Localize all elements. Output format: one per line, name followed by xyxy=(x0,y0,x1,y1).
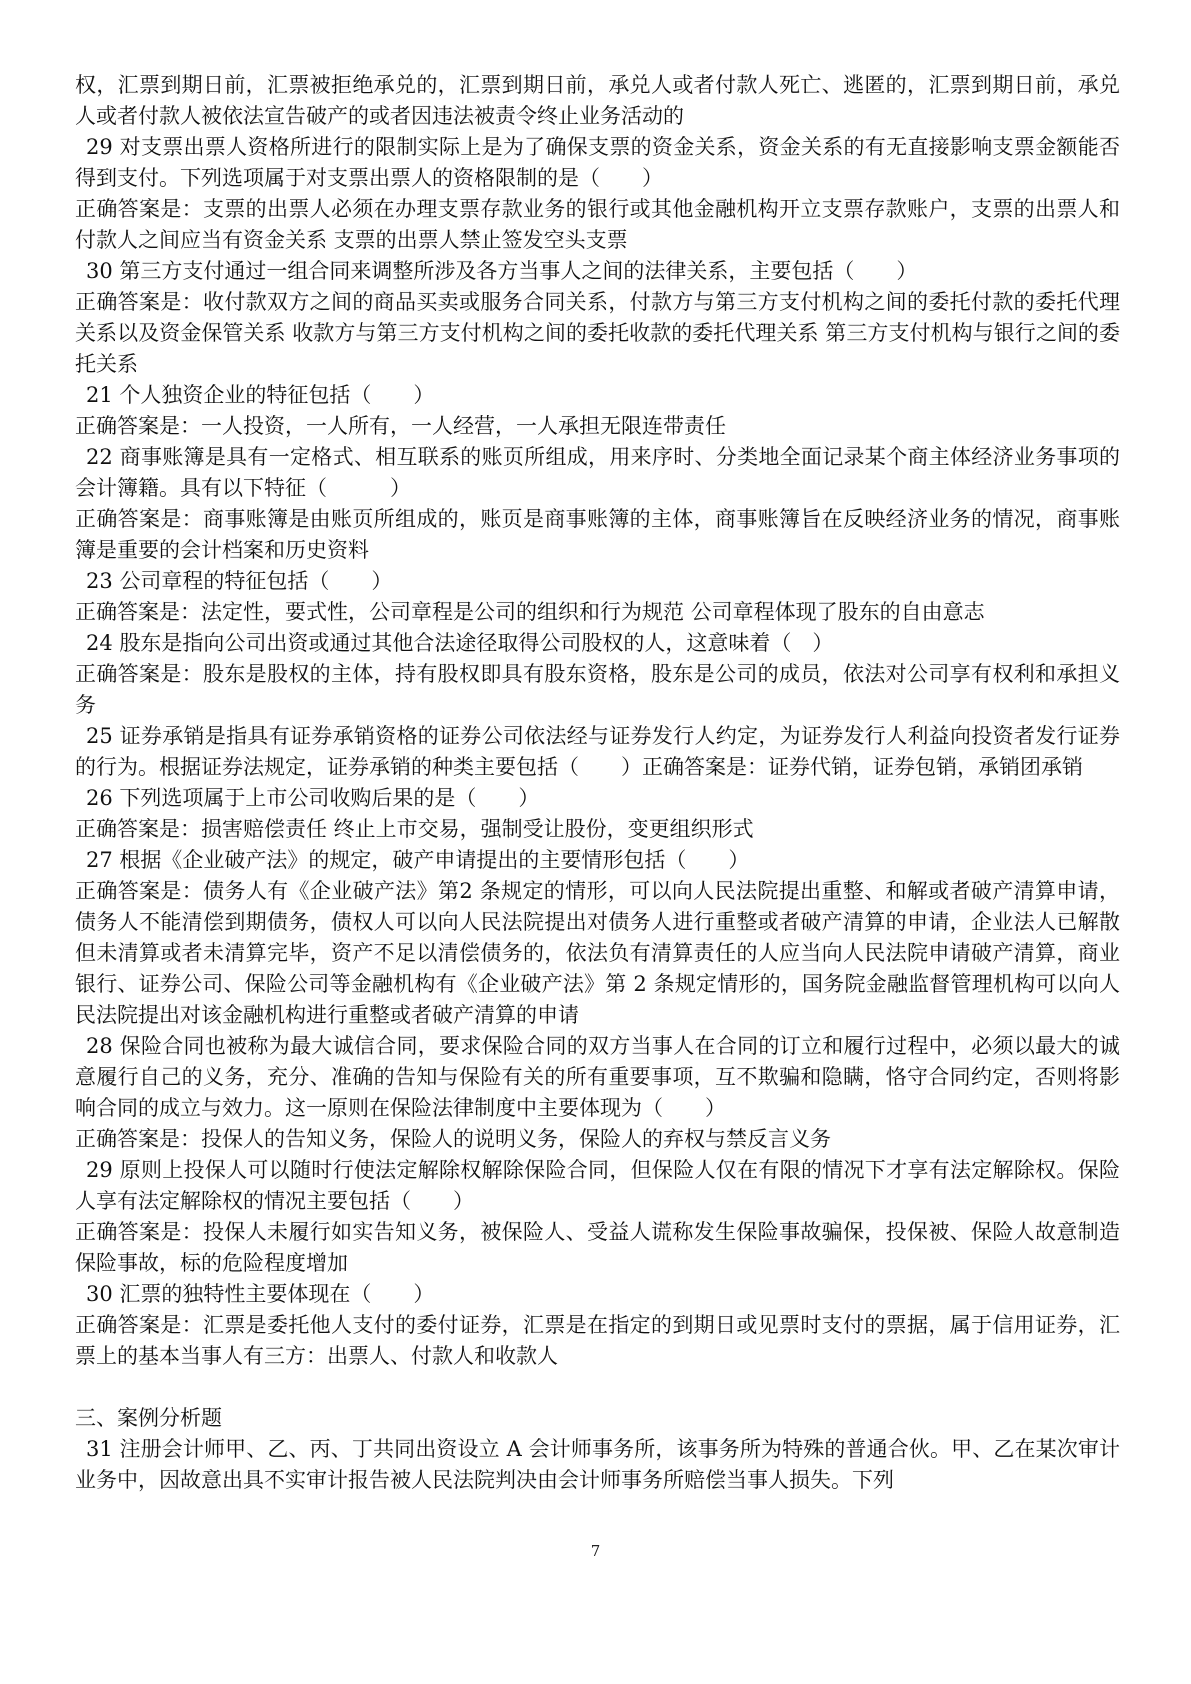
answer-29-cheque: 正确答案是：支票的出票人必须在办理支票存款业务的银行或其他金融机构开立支票存款账户，支票的出票人和付款人之间应当有资金关系 支票的出票人禁止签发空头支票 xyxy=(75,197,1120,252)
answer-30-bill: 正确答案是：汇票是委托他人支付的委付证券，汇票是在指定的到期日或见票时支付的票据，属于信用证券，汇票上的基本当事人有三方：出票人、付款人和收款人 xyxy=(75,1313,1120,1368)
answer-continuation: 权，汇票到期日前，汇票被拒绝承兑的，汇票到期日前，承兑人或者付款人死亡、逃匿的，汇票到期日前，承兑人或者付款人被依法宣告破产的或者因违法被责令终止业务活动的 xyxy=(75,73,1120,128)
question-30-bill: 30 汇票的独特性主要体现在（ ） xyxy=(86,1282,435,1306)
question-24: 24 股东是指向公司出资或通过其他合法途径取得公司股权的人，这意味着（ ） xyxy=(86,631,834,655)
question-21: 21 个人独资企业的特征包括（ ） xyxy=(86,383,435,407)
question-22: 22 商事账簿是具有一定格式、相互联系的账页所组成，用来序时、分类地全面记录某个商主体经济业务事项的会计簿籍。具有以下特征（ ） xyxy=(75,445,1120,500)
answer-26: 正确答案是：损害赔偿责任 终止上市交易，强制受让股份，变更组织形式 xyxy=(75,817,754,841)
question-28: 28 保险合同也被称为最大诚信合同，要求保险合同的双方当事人在合同的订立和履行过程中，必须以最大的诚意履行自己的义务，充分、准确的告知与保险有关的所有重要事项，互不欺骗和隐瞒，恪守合同约定，否则将影响合同的成立与效力。这一原则在保险法律制度中主要体现为（ ） xyxy=(75,1034,1120,1120)
answer-28: 正确答案是：投保人的告知义务，保险人的说明义务，保险人的弃权与禁反言义务 xyxy=(75,1127,831,1151)
question-30-third-party-payment: 30 第三方支付通过一组合同来调整所涉及各方当事人之间的法律关系，主要包括（ ） xyxy=(86,259,918,283)
question-29-cheque: 29 对支票出票人资格所进行的限制实际上是为了确保支票的资金关系，资金关系的有无直接影响支票金额能否得到支付。下列选项属于对支票出票人的资格限制的是（ ） xyxy=(75,135,1120,190)
answer-30-third-party-payment: 正确答案是：收付款双方之间的商品买卖或服务合同关系，付款方与第三方支付机构之间的委托付款的委托代理关系以及资金保管关系 收款方与第三方支付机构之间的委托收款的委托代理关系 第三方支付机构与银行之间的委托关系 xyxy=(75,290,1120,376)
document-body xyxy=(75,70,1120,1496)
question-31-case: 31 注册会计师甲、乙、丙、丁共同出资设立 A 会计师事务所，该事务所为特殊的普通合伙。甲、乙在某次审计业务中，因故意出具不实审计报告被人民法院判决由会计师事务所赔偿当事人损失。下列 xyxy=(75,1437,1120,1492)
answer-24: 正确答案是：股东是股权的主体，持有股权即具有股东资格，股东是公司的成员，依法对公司享有权利和承担义务 xyxy=(75,662,1120,717)
section-heading-case-analysis: 三、案例分析题 xyxy=(75,1406,222,1430)
answer-27: 正确答案是：债务人有《企业破产法》第2 条规定的情形，可以向人民法院提出重整、和解或者破产清算申请，债务人不能清偿到期债务，债权人可以向人民法院提出对债务人进行重整或者破产清算的申请，企业法人已解散但未清算或者未清算完毕，资产不足以清偿债务的，依法负有清算责任的人应当向人民法院申请破产清算，商业银行、证券公司、保险公司等金融机构有《企业破产法》第 2 条规定情形的，国务院金融监督管理机构可以向人民法院提出对该金融机构进行重整或者破产清算的申请 xyxy=(75,879,1120,1027)
question-26: 26 下列选项属于上市公司收购后果的是（ ） xyxy=(86,786,540,810)
answer-29-insurance: 正确答案是：投保人未履行如实告知义务，被保险人、受益人谎称发生保险事故骗保，投保被、保险人故意制造保险事故，标的危险程度增加 xyxy=(75,1220,1120,1275)
question-25-with-answer: 25 证券承销是指具有证券承销资格的证券公司依法经与证券发行人约定，为证券发行人利益向投资者发行证券的行为。根据证券法规定，证券承销的种类主要包括（ ）正确答案是：证券代销，证券包销，承销团承销 xyxy=(75,724,1120,779)
answer-22: 正确答案是：商事账簿是由账页所组成的，账页是商事账簿的主体，商事账簿旨在反映经济业务的情况，商事账簿是重要的会计档案和历史资料 xyxy=(75,507,1120,562)
question-23: 23 公司章程的特征包括（ ） xyxy=(86,569,393,593)
section-spacer xyxy=(75,1372,1120,1403)
answer-23: 正确答案是：法定性，要式性，公司章程是公司的组织和行为规范 公司章程体现了股东的自由意志 xyxy=(75,600,985,624)
page-number: 7 xyxy=(590,1542,601,1560)
answer-21: 正确答案是：一人投资，一人所有，一人经营，一人承担无限连带责任 xyxy=(75,414,726,438)
question-29-insurance: 29 原则上投保人可以随时行使法定解除权解除保险合同，但保险人仅在有限的情况下才享有法定解除权。保险人享有法定解除权的情况主要包括（ ） xyxy=(75,1158,1120,1213)
question-27: 27 根据《企业破产法》的规定，破产申请提出的主要情形包括（ ） xyxy=(86,848,750,872)
